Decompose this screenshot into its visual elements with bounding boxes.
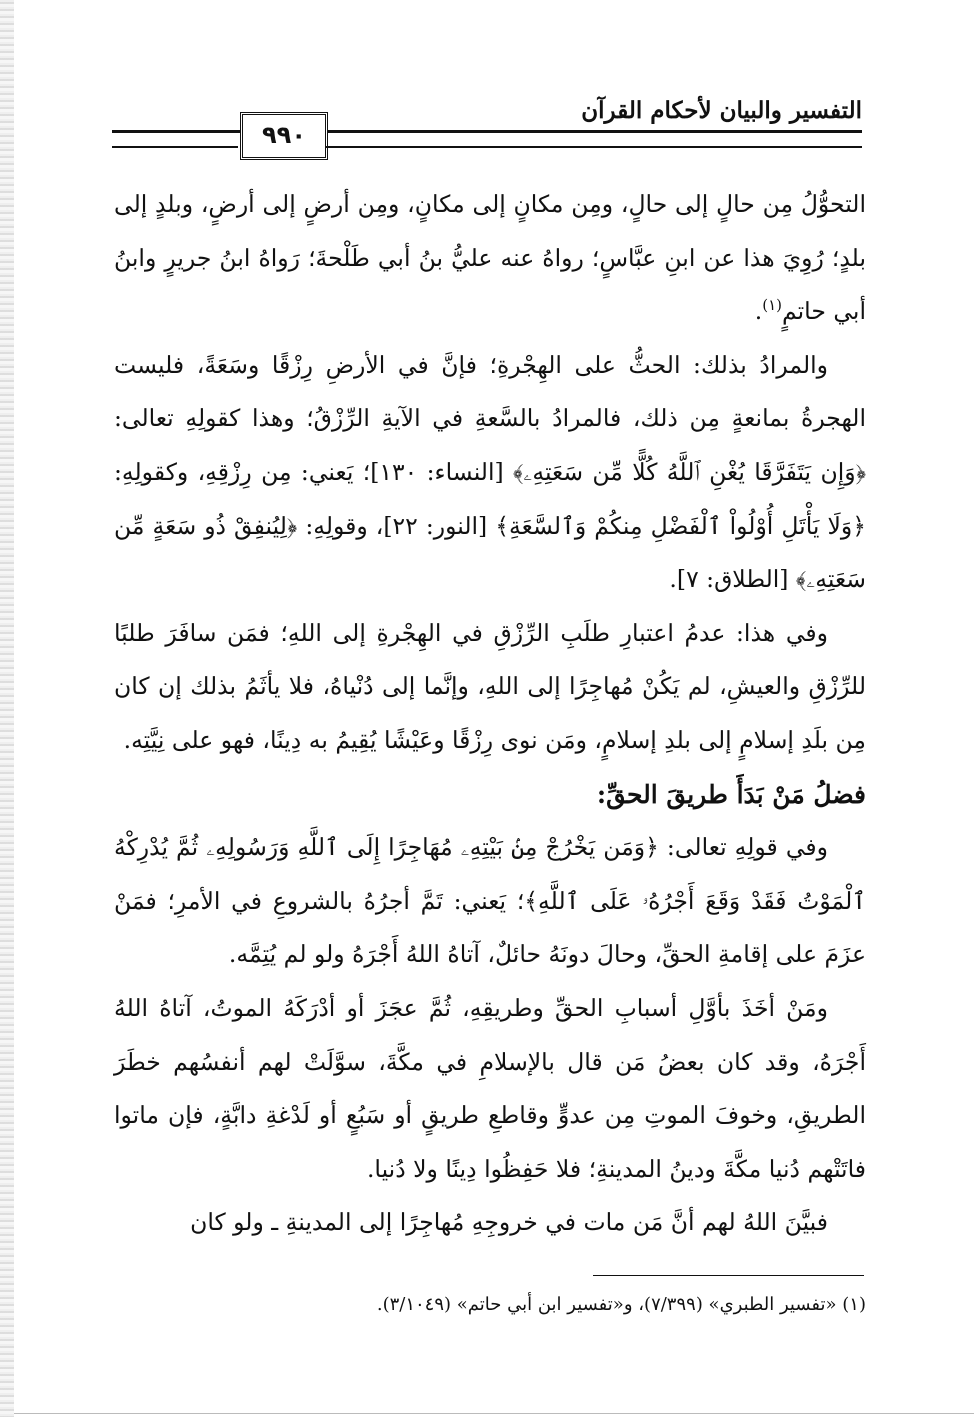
book-title: التفسير والبيان لأحكام القرآن: [581, 97, 862, 124]
paragraph-2: والمرادُ بذلك: الحثُّ على الهِجْرةِ؛ فإنَّ في الأرضِ رِزْقًا وسَعَةً، فليست الهجرةُ بمانعةٍ مِن ذلك، فالمرادُ بالسَّعةِ في الآيةِ الرِّزْقُ؛ وهذا كقولِهِ تعالى: ﴿وَإِن يَتَفَرَّقَا يُغْنِ ٱللَّهُ كُلًّا مِّن سَعَتِهِۦ﴾ [النساء: ١٣٠]؛ يَعني: مِن رِزْقِهِ، وكقولِهِ: ﴿وَلَا يَأْتَلِ أُوْلُواْ ٱلْفَضْلِ مِنكُمْ وَٱلسَّعَةِ﴾ [النور: ٢٢]، وقولِهِ: ﴿لِيُنفِقْ ذُو سَعَةٍ مِّن سَعَتِهِۦ﴾ [الطلاق: ٧].: [114, 350, 866, 594]
scan-edge: [0, 0, 14, 1417]
footnote-separator: [593, 1275, 864, 1276]
paragraph-1: التحوُّلُ مِن حالٍ إلى حالٍ، ومِن مكانٍ إلى مكانٍ، ومِن أرضٍ إلى أرضٍ، وبلدٍ إلى بلدٍ؛ رُوِيَ هذا عن ابنِ عبَّاسٍ؛ رواهُ عنه عليُّ بنُ أبي طَلْحةَ؛ رَواهُ ابنُ جريرٍ وابنُ أبي حاتمٍ$^{(١)}$.: [114, 190, 866, 326]
header-rule-left: [112, 146, 238, 148]
page-number: ٩٩٠: [240, 112, 328, 160]
paragraph-1-text: التحوُّلُ مِن حالٍ إلى حالٍ، ومِن مكانٍ إلى مكانٍ، ومِن أرضٍ إلى أرضٍ، وبلدٍ إلى بلدٍ؛ رُوِيَ هذا عن ابنِ عبَّاسٍ؛ رواهُ عنه عليُّ بنُ أبي طَلْحةَ؛ رَواهُ ابنُ جريرٍ وابنُ أبي حاتمٍ: [114, 190, 866, 326]
paragraph-3: وفي هذا: عدمُ اعتبارِ طلَبِ الرِّزْقِ في الهِجْرةِ إلى اللهِ؛ فمَن سافَرَ طلبًا للرِّزْقِ والعيشِ، لم يَكُنْ مُهاجِرًا إلى اللهِ، وإنَّما إلى دُنْياهُ، فلا يأثَمُ بذلك إن كان مِن بلَدِ إسلامٍ إلى بلدِ إسلامٍ، ومَن نوى رِزْقًا وعَيْشًا يُقِيمُ به دِينًا، فهو على نِيَّتِه.: [114, 618, 866, 754]
footnote: (١) «تفسير الطبري» (٧/٣٩٩)، و«تفسير ابن أبي حاتم» (٣/١٠٤٩).: [376, 1294, 866, 1315]
paragraph-6: فبيَّنَ اللهُ لهم أنَّ مَن مات في خروجِهِ مُهاجِرًا إلى المدينةِ ـ ولو كان: [190, 1208, 828, 1237]
header-rule-right: [326, 146, 862, 148]
section-heading: فضلُ مَنْ بَدَأَ طريقَ الحقِّ:: [596, 779, 866, 809]
paragraph-5: ومَنْ أخَذَ بأوَّلِ أسبابِ الحقِّ وطريقِهِ، ثُمَّ عجَزَ أو أدْرَكَهُ الموتُ، آتاهُ اللهُ أَجْرَهُ، وقد كان بعضُ مَن قال بالإسلامِ في مكَّةَ، سوَّلَتْ لهم أنفسُهم خطَرَ الطريقِ، وخوفَ الموتِ مِن عدوٍّ وقاطعِ طريقٍ أو سَبُعٍ أو لَدْغةِ دابَّةٍ، فإن ماتوا فاتَتْهم دُنيا مكَّةَ ودينُ المدينةِ؛ فلا حَفِظُوا دِينًا ولا دُنيا.: [114, 993, 866, 1183]
main-text: [114, 178, 866, 1250]
footnote-marker: (١): [762, 296, 782, 315]
scan-bottom-edge: [14, 1413, 974, 1414]
paragraph-4: وفي قولِهِ تعالى: ﴿وَمَن يَخْرُجْ مِنۢ بَيْتِهِۦ مُهَاجِرًا إِلَى ٱللَّهِ وَرَسُولِهِۦ ثُمَّ يُدْرِكْهُ ٱلْمَوْتُ فَقَدْ وَقَعَ أَجْرُهُۥ عَلَى ٱللَّهِ﴾؛ يَعني: تَمَّ أجرُهُ بالشروعِ في الأمرِ؛ فمَنْ عزَمَ على إقامةِ الحقِّ، وحالَ دونَهُ حائلٌ، آتاهُ اللهُ أَجْرَهُ ولو لم يُتِمَّه.: [114, 833, 866, 969]
header-rule: [112, 130, 862, 133]
running-header: [112, 96, 862, 156]
